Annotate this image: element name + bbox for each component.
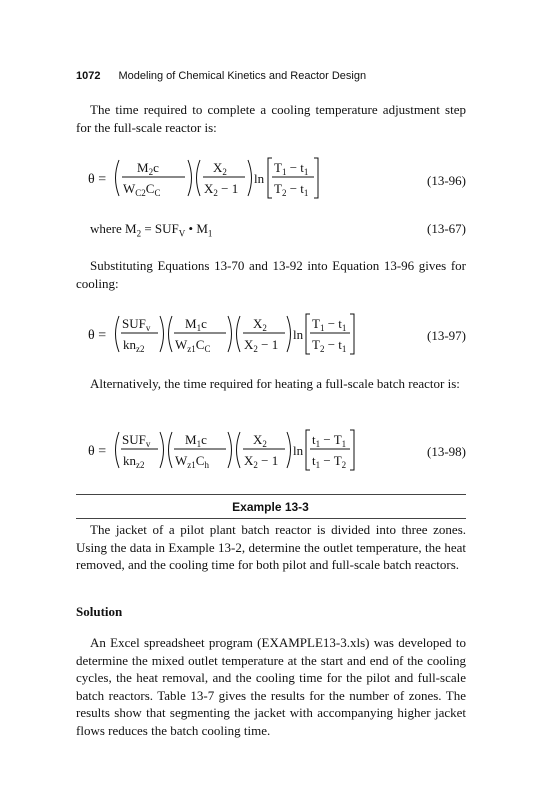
svg-text:T2 − t1: $T_2 - t_1$ <box>274 181 309 198</box>
svg-text:θ =: θ = <box>88 172 107 187</box>
svg-text:θ =: θ = <box>88 328 107 343</box>
svg-text:M1c: $M_1c$ <box>185 316 207 333</box>
solution-text: An Excel spreadsheet program (EXAMPLE13-3.xls) was developed to determine the mixed outlet temperature at the start and end of the cooling cycles, the heat removal, and the cooling time for the pilot and full-scale batch reactors. Table 13-7 gives the results for the number of zones. The results show that segmenting the jacket with accompanying higher jacket flows reduces the batch cooling time. <box>76 635 466 738</box>
paragraph-substituting: Substituting Equations 13-70 and 13-92 into Equation 13-96 gives for cooling: <box>76 258 466 291</box>
equation-13-98 <box>88 424 347 476</box>
eq-13-67-rhs: = SUF <box>144 221 179 236</box>
equation-13-96 <box>88 152 308 204</box>
eq-13-67-lhs-sub: 2 <box>136 228 142 239</box>
eq-13-67-m1: M <box>196 221 208 236</box>
svg-text:X2: $X_2$ <box>253 316 267 333</box>
svg-text:ln: ln <box>293 443 304 458</box>
example-problem: The jacket of a pilot plant batch reactor is divided into three zones. Using the data in Example 13-2, determine the outlet temperature, the heat removed, and the cooling time for both pilot and full-scale batch reactors. <box>76 522 466 572</box>
paragraph-alternatively: Alternatively, the time required for heating a full-scale batch reactor is: <box>90 376 460 391</box>
svg-text:ln: ln <box>254 171 265 186</box>
svg-text:X2 − 1: $X_2 - 1$ <box>244 337 279 354</box>
svg-text:Wz1CC: $W_{z1}C_C$ <box>175 337 211 354</box>
svg-text:T1 − t1: $T_1 - t_1$ <box>274 160 309 177</box>
solution-heading: Solution <box>76 604 123 619</box>
svg-text:t1 − T2: $t_1 - T_2$ <box>312 453 347 470</box>
equation-13-67 <box>90 221 212 239</box>
svg-text:X2 − 1: $X_2 - 1$ <box>204 181 239 198</box>
example-top-rule <box>76 494 466 495</box>
svg-text:M2c: $M_2c$ <box>137 160 159 177</box>
svg-text:ln: ln <box>293 327 304 342</box>
svg-text:Wz1Ch: $W_{z1}C_h$ <box>175 453 209 470</box>
eq-13-67-rhs-sub: V <box>178 228 186 239</box>
running-header <box>76 70 366 82</box>
example-heading: Example 13-3 <box>232 500 309 514</box>
example-bottom-rule <box>76 518 466 519</box>
where-word: where <box>90 221 122 236</box>
svg-text:SUFv: $SUF_v$ <box>122 432 151 449</box>
equation-13-97 <box>88 308 347 360</box>
paragraph-intro: The time required to complete a cooling temperature adjustment step for the full-scale reactor is: <box>76 102 466 135</box>
equation-number-13-97: (13-97) <box>427 328 466 343</box>
equation-number-13-98: (13-98) <box>427 444 466 459</box>
svg-text:WC2CC: $W_{C2}C_C$ <box>123 181 161 198</box>
equation-number-13-67: (13-67) <box>427 221 466 236</box>
svg-text:T1 − t1: $T_1 - t_1$ <box>312 316 347 333</box>
svg-text:M1c: $M_1c$ <box>185 432 207 449</box>
svg-text:T2 − t1: $T_2 - t_1$ <box>312 337 347 354</box>
eq-13-67-m1-sub: 1 <box>207 228 213 239</box>
svg-text:X2 − 1: $X_2 - 1$ <box>244 453 279 470</box>
svg-text:X2: $X_2$ <box>253 432 267 449</box>
equation-number-13-96: (13-96) <box>427 173 466 188</box>
svg-text:knz2: $kn_{z2}$ <box>123 337 145 354</box>
book-title: Modeling of Chemical Kinetics and Reactor Design <box>118 70 367 82</box>
svg-text:SUFv: $SUF_v$ <box>122 316 151 333</box>
eq-13-67-lhs: M <box>125 221 137 236</box>
svg-text:θ =: θ = <box>88 444 107 459</box>
svg-text:X2: $X_2$ <box>213 160 227 177</box>
svg-text:knz2: $kn_{z2}$ <box>123 453 145 470</box>
page-number: 1072 <box>76 70 101 82</box>
eq-13-67-dot: • <box>188 221 194 236</box>
svg-text:t1 − T1: $t_1 - T_1$ <box>312 432 347 449</box>
